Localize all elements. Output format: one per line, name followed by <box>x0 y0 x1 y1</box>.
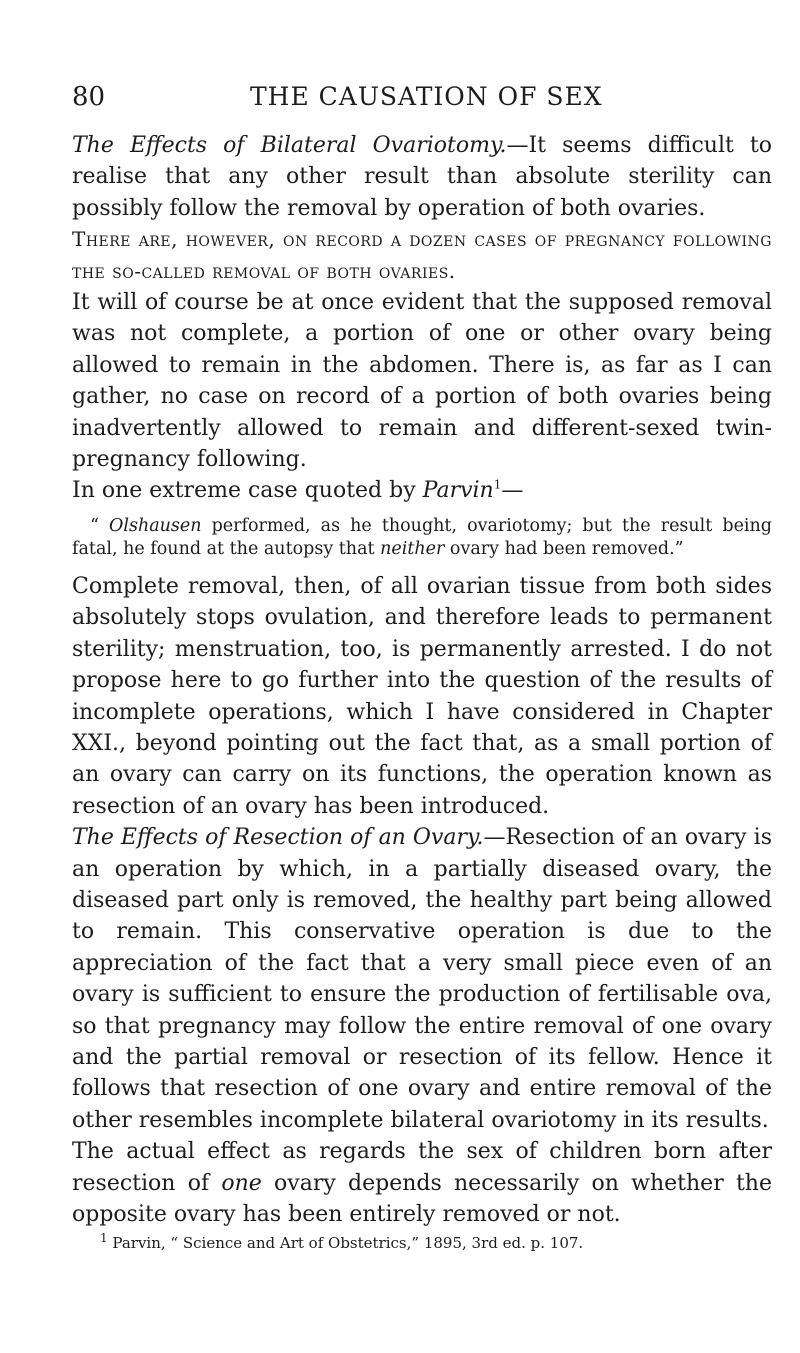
paragraph-text: —It seems difficult to realise that any other result than absolute sterility can possibly follow the removal by operation of both ovaries. <box>72 133 772 221</box>
paragraph-text: ovary depends necessarily on whether the opposite ovary has been entirely removed or not. <box>72 1170 772 1227</box>
paragraph-supposed-removal: It will of course be at once evident that the supposed removal was not complete, a portion of one or other ovary being allowed to remain in the abdomen. There is, as far as I can gather, no case on record of a portion of both ovaries being inadvertently allowed to remain and different-sexed twin-pregnancy following. <box>72 290 772 473</box>
quote-open: “ <box>90 515 110 536</box>
book-page <box>72 82 772 1254</box>
paragraph-parvin-intro <box>72 475 772 506</box>
paragraph-resection <box>72 822 772 1136</box>
quote-text: performed, as he thought, ovariotomy; but the result being fatal, he found at the autopsy that <box>72 515 773 559</box>
footnote-text: Parvin, “ Science and Art of Obstetrics,” 1895, 3rd ed. p. 107. <box>107 1234 584 1253</box>
page-number: 80 <box>72 82 106 112</box>
dash: — <box>501 478 524 504</box>
footnote <box>72 1232 772 1254</box>
paragraph-small-caps: There are, however, on record a dozen cases of pregnancy following the so-called removal of both ovaries. <box>72 227 772 283</box>
quote-author: Olshausen <box>109 515 202 536</box>
section-heading-resection: The Effects of Resection of an Ovary. <box>72 825 484 851</box>
paragraph-text: The actual effect as regards the sex of children born after resection of <box>72 1139 772 1196</box>
quote-end: ovary had been removed.” <box>444 538 684 559</box>
paragraph-complete-removal: Complete removal, then, of all ovarian tissue from both sides absolutely stops ovulation, and therefore leads to permanent sterility; menstruation, too, is permanently arrested. I do not propose here to go further into the question of the results of incomplete operations, which I have considered in Chapter XXI., beyond pointing out the fact that, as a small portion of an ovary can carry on its functions, the operation known as resection of an ovary has been introduced. <box>72 573 772 819</box>
author-name: Parvin <box>422 478 494 504</box>
page-header <box>72 82 772 122</box>
paragraph-text: —Resection of an ovary is an operation by which, in a partially diseased ovary, the diseased part only is removed, the healthy part being allowed to remain. This conservative operation is due to the appreciation of the fact that a very small piece even of an ovary is sufficient to ensure the production of fertilisable ova, so that pregnancy may follow the entire removal of one ovary and the partial removal or resection of its fellow. Hence it follows that resection of one ovary and entire removal of the other resembles incomplete bilateral ovariotomy in its results. <box>72 825 772 1133</box>
emphasis-one: one <box>221 1170 262 1196</box>
paragraph-text: In one extreme case quoted by <box>72 478 423 504</box>
section-heading-bilateral: The Effects of Bilateral Ovariotomy. <box>72 133 507 158</box>
block-quote <box>72 515 772 561</box>
quote-emphasis: neither <box>380 538 445 559</box>
footnote-reference: 1 <box>493 478 502 493</box>
footnote-marker: 1 <box>100 1231 108 1246</box>
paragraph-bilateral-ovariotomy <box>72 130 772 224</box>
running-title: THE CAUSATION OF SEX <box>250 82 603 111</box>
paragraph-actual-effect <box>72 1136 772 1230</box>
